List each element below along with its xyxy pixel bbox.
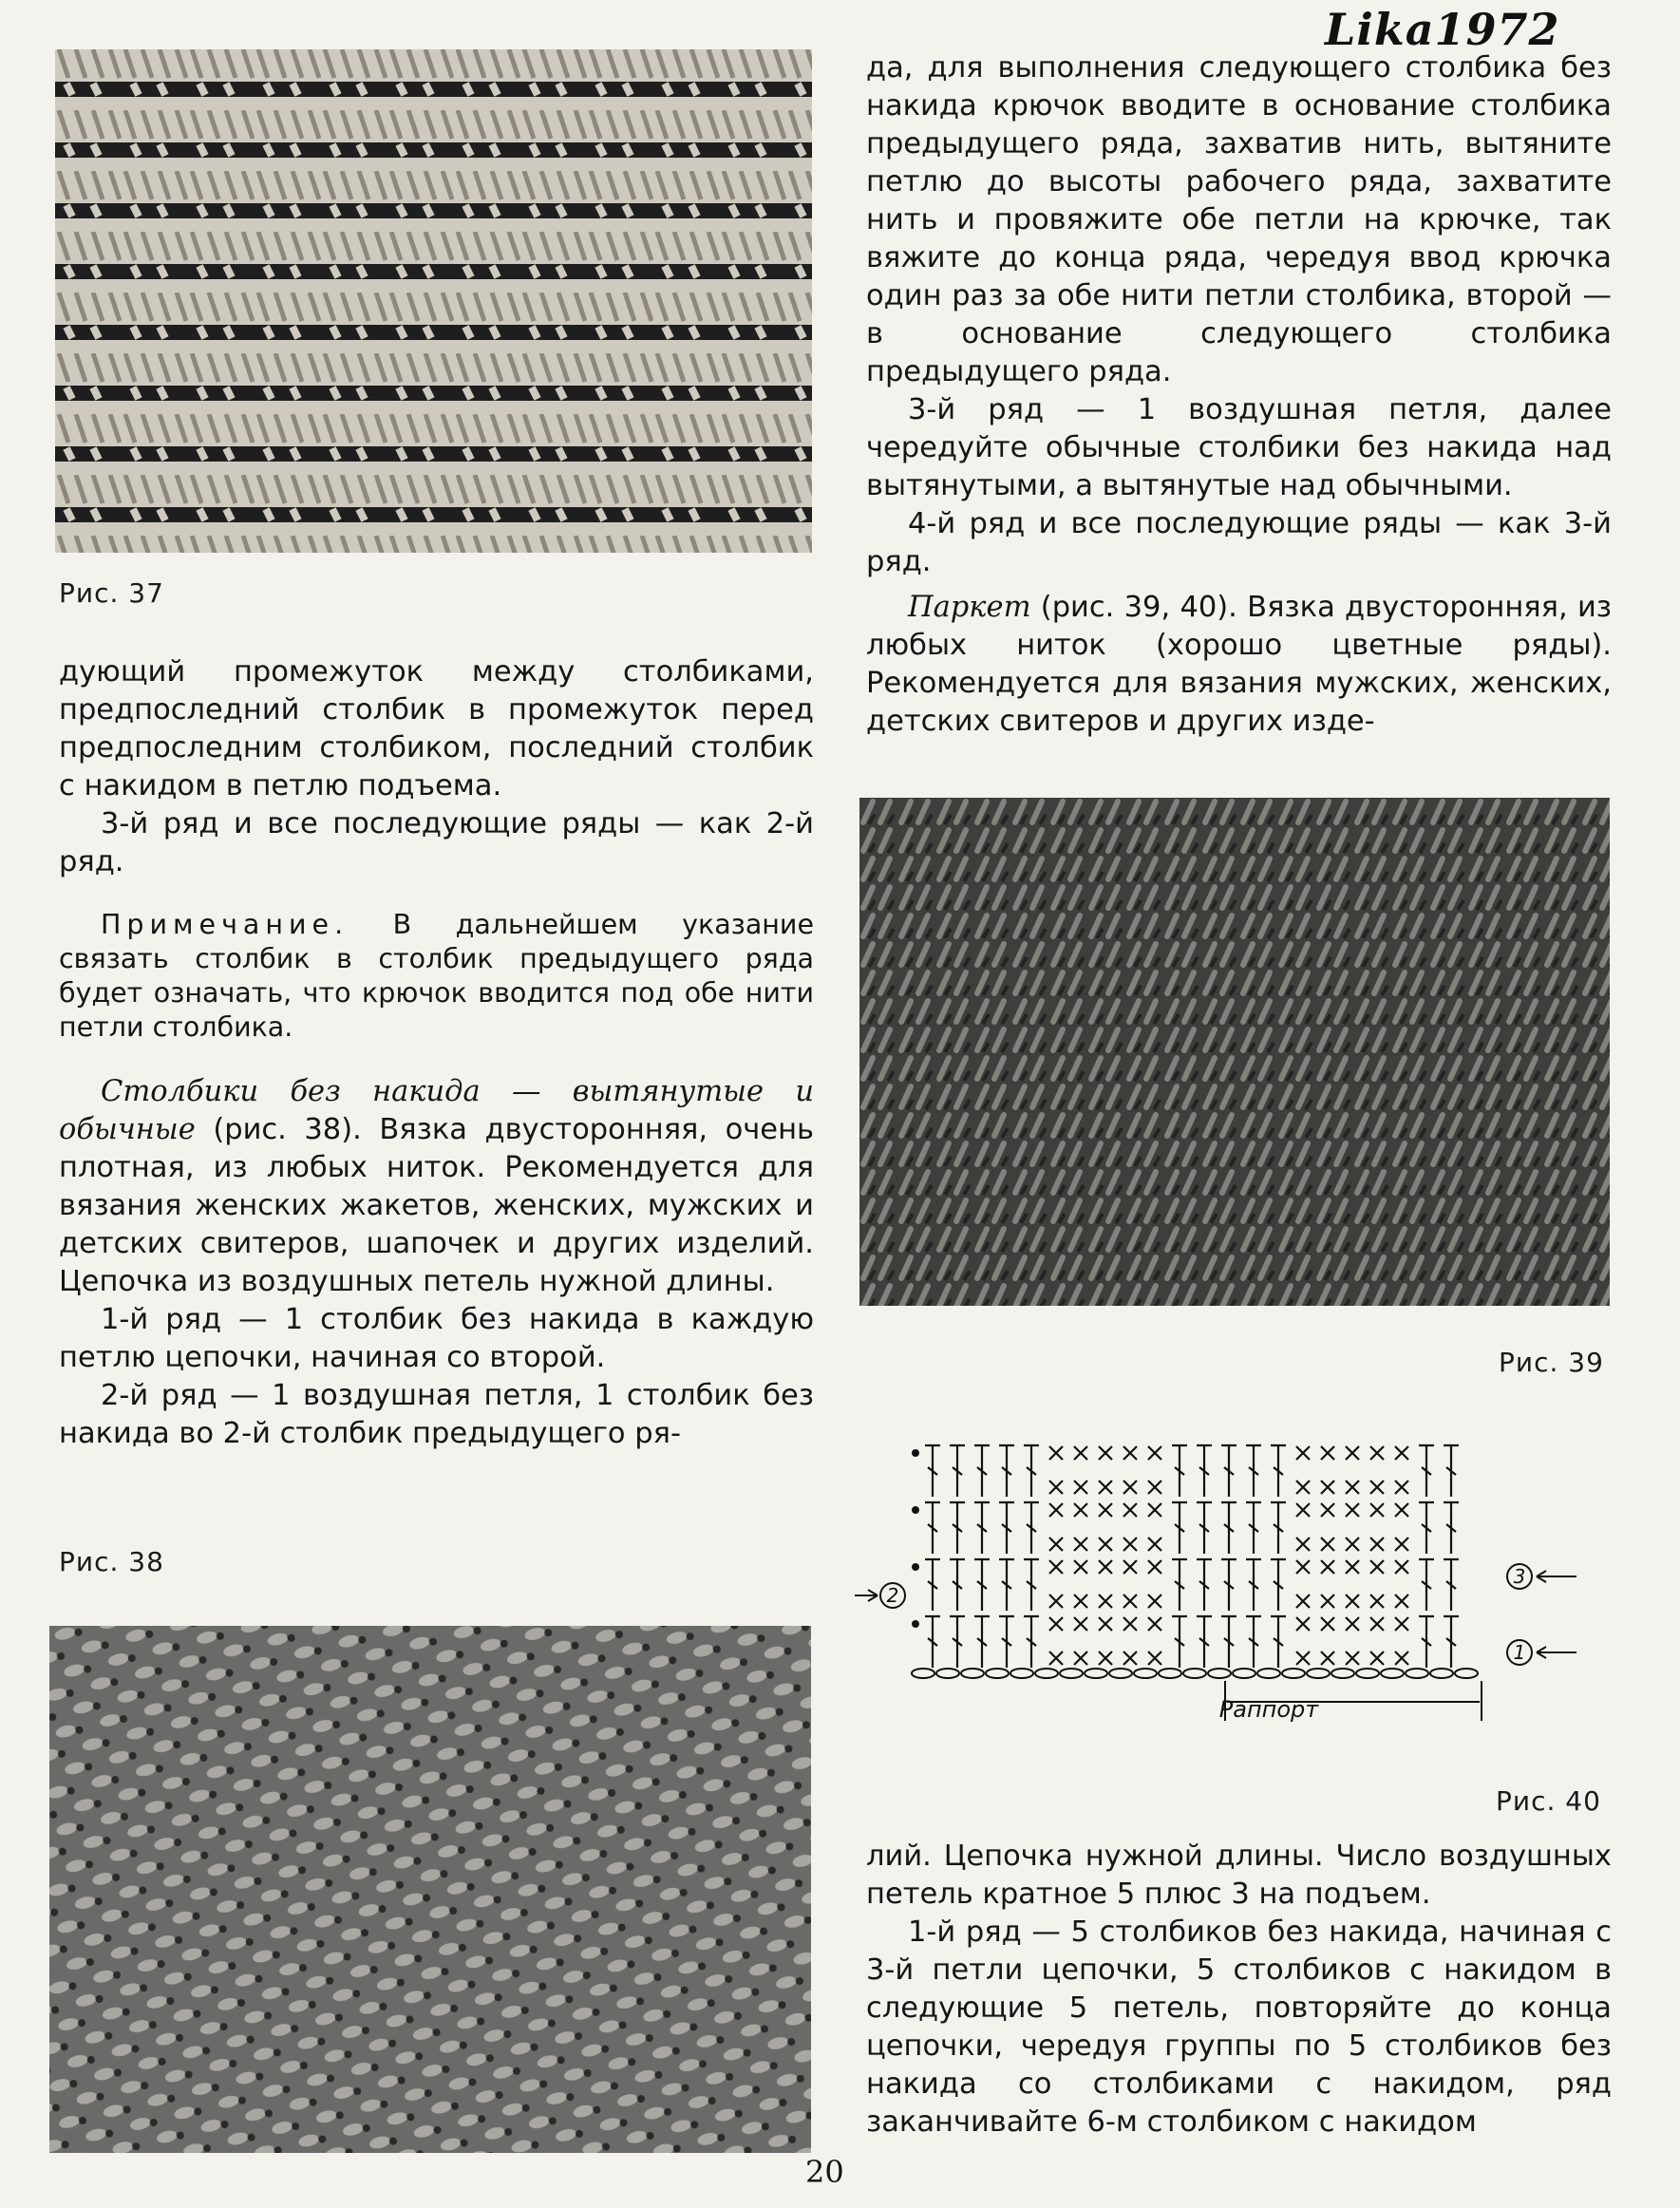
chain-stitch: [912, 1669, 934, 1678]
dc-symbol: [1246, 1616, 1261, 1668]
page-number: 20: [805, 2154, 844, 2190]
sc-symbol: [1395, 1560, 1408, 1574]
dc-symbol: [1444, 1616, 1459, 1668]
dc-symbol: [1197, 1559, 1212, 1611]
turning-dot: [912, 1620, 919, 1628]
dc-symbol: [1024, 1559, 1039, 1611]
sc-symbol: [1321, 1651, 1334, 1665]
sc-symbol: [1099, 1503, 1112, 1517]
row-marker-number: 1: [1513, 1641, 1526, 1664]
sc-symbol: [1346, 1538, 1359, 1551]
sc-symbol: [1395, 1538, 1408, 1551]
sc-symbol: [1074, 1481, 1087, 1494]
dc-symbol: [1024, 1445, 1039, 1497]
dc-symbol: [1271, 1559, 1286, 1611]
left-paragraph-2: 3-й ряд и все последующие ряды — как 2-й ряд.: [59, 807, 814, 878]
row-arrow: [1537, 1571, 1576, 1582]
dc-symbol: [950, 1616, 965, 1668]
dc-symbol: [999, 1502, 1014, 1554]
chain-stitch: [1159, 1669, 1181, 1678]
sc-symbol: [1049, 1503, 1063, 1517]
sc-symbol: [1099, 1617, 1112, 1631]
figure-38-photo: [49, 1626, 811, 2153]
sc-symbol: [1346, 1503, 1359, 1517]
dc-symbol: [1221, 1559, 1236, 1611]
sc-symbol: [1049, 1446, 1063, 1460]
chain-stitch: [1430, 1669, 1453, 1678]
chain-stitch: [1455, 1669, 1478, 1678]
dc-symbol: [1444, 1559, 1459, 1611]
chain-stitch: [1183, 1669, 1206, 1678]
chain-stitch: [961, 1669, 984, 1678]
sc-symbol: [1296, 1538, 1310, 1551]
parquet-title: Паркет: [908, 591, 1031, 624]
dc-symbol: [999, 1445, 1014, 1497]
dc-symbol: [1444, 1445, 1459, 1497]
sc-symbol: [1148, 1503, 1161, 1517]
sc-symbol: [1099, 1446, 1112, 1460]
row-marker-number: 2: [886, 1584, 899, 1607]
sc-symbol: [1148, 1481, 1161, 1494]
left-paragraph-4: 1-й ряд — 1 столбик без накида в каждую петлю цепочки, начиная со второй.: [59, 1303, 814, 1374]
dc-symbol: [1419, 1616, 1434, 1668]
dc-symbol: [1172, 1616, 1187, 1668]
stitch-description: (рис. 38). Вязка двусторонняя, очень плотная, из любых ниток. Рекомендуется для вязания женских жакетов, женских, мужских и детских свитеров, шапочек и других изделий. Цепочка из воздушных петель нужной длины.: [59, 1113, 814, 1298]
sc-symbol: [1123, 1651, 1137, 1665]
dc-symbol: [1444, 1502, 1459, 1554]
sc-symbol: [1123, 1503, 1137, 1517]
sc-symbol: [1395, 1651, 1408, 1665]
dc-symbol: [1221, 1502, 1236, 1554]
sc-symbol: [1321, 1446, 1334, 1460]
right-paragraph-6: 1-й ряд — 5 столбиков без накида, начиная с 3-й петли цепочки, 5 столбиков с накидом в следующие 5 петель, повторяйте до конца цепочки, чередуя группы по 5 столбиков без накида со столбиками с накидом, ряд заканчивайте 6-м столбиком с накидом: [866, 1915, 1612, 2139]
dc-symbol: [950, 1559, 965, 1611]
figure-39-photo: [859, 798, 1610, 1306]
dc-symbol: [1246, 1502, 1261, 1554]
dc-symbol: [1172, 1559, 1187, 1611]
sc-symbol: [1370, 1595, 1384, 1608]
sc-symbol: [1099, 1481, 1112, 1494]
row-arrow: [855, 1590, 878, 1601]
sc-symbol: [1346, 1446, 1359, 1460]
left-column-text-top: [59, 653, 814, 1453]
watermark: Lika1972: [1325, 4, 1560, 55]
sc-symbol: [1074, 1560, 1087, 1574]
sc-symbol: [1123, 1560, 1137, 1574]
chain-stitch: [1085, 1669, 1107, 1678]
sc-symbol: [1049, 1617, 1063, 1631]
right-column-text-top: [866, 49, 1612, 741]
sc-symbol: [1099, 1538, 1112, 1551]
chain-stitch: [1233, 1669, 1255, 1678]
chain-stitch: [1060, 1669, 1083, 1678]
sc-symbol: [1346, 1560, 1359, 1574]
sc-symbol: [1049, 1560, 1063, 1574]
sc-symbol: [1049, 1481, 1063, 1494]
row-marker-number: 3: [1513, 1565, 1526, 1588]
dc-symbol: [1271, 1616, 1286, 1668]
dc-symbol: [1024, 1616, 1039, 1668]
sc-symbol: [1148, 1560, 1161, 1574]
chain-stitch: [1109, 1669, 1132, 1678]
chain-stitch: [1381, 1669, 1404, 1678]
sc-symbol: [1049, 1595, 1063, 1608]
sc-symbol: [1296, 1481, 1310, 1494]
chain-stitch: [1257, 1669, 1280, 1678]
figure-37-photo: [55, 49, 812, 553]
dc-symbol: [974, 1559, 990, 1611]
sc-symbol: [1049, 1538, 1063, 1551]
right-column-text-bottom: [866, 1838, 1612, 2142]
dc-symbol: [950, 1502, 965, 1554]
sc-symbol: [1370, 1538, 1384, 1551]
dc-symbol: [974, 1616, 990, 1668]
chain-stitch: [986, 1669, 1009, 1678]
sc-symbol: [1370, 1503, 1384, 1517]
sc-symbol: [1049, 1651, 1063, 1665]
sc-symbol: [1395, 1503, 1408, 1517]
dc-symbol: [925, 1445, 940, 1497]
sc-symbol: [1370, 1651, 1384, 1665]
figure-37-caption: Рис. 37: [59, 577, 164, 609]
sc-symbol: [1123, 1617, 1137, 1631]
sc-symbol: [1370, 1617, 1384, 1631]
chain-stitch: [1331, 1669, 1354, 1678]
rapport-label: Раппорт: [1218, 1696, 1319, 1723]
figure-38-caption: Рис. 38: [59, 1546, 164, 1577]
chain-stitch: [1208, 1669, 1231, 1678]
dc-symbol: [1197, 1445, 1212, 1497]
dc-symbol: [1419, 1445, 1434, 1497]
sc-symbol: [1099, 1560, 1112, 1574]
sc-symbol: [1074, 1446, 1087, 1460]
dc-symbol: [1197, 1616, 1212, 1668]
right-paragraph-3: 4-й ряд и все последующие ряды — как 3-й ряд.: [866, 507, 1612, 578]
sc-symbol: [1346, 1617, 1359, 1631]
dc-symbol: [1172, 1445, 1187, 1497]
dc-symbol: [1197, 1502, 1212, 1554]
sc-symbol: [1296, 1446, 1310, 1460]
sc-symbol: [1123, 1481, 1137, 1494]
sc-symbol: [1296, 1560, 1310, 1574]
sc-symbol: [1346, 1481, 1359, 1494]
sc-symbol: [1296, 1617, 1310, 1631]
dc-symbol: [1246, 1559, 1261, 1611]
row-arrow: [1537, 1647, 1576, 1658]
chain-stitch: [1307, 1669, 1330, 1678]
right-paragraph-4: [866, 589, 1612, 741]
sc-symbol: [1321, 1481, 1334, 1494]
sc-symbol: [1370, 1446, 1384, 1460]
sc-symbol: [1395, 1617, 1408, 1631]
left-paragraph-1: дующий промежуток между столбиками, предпоследний столбик в промежуток перед предпоследним столбиком, последний столбик с накидом в петлю подъема.: [59, 655, 814, 802]
sc-symbol: [1148, 1538, 1161, 1551]
figure-39-caption: Рис. 39: [1499, 1347, 1604, 1378]
dc-symbol: [1271, 1502, 1286, 1554]
chain-stitch: [1010, 1669, 1033, 1678]
sc-symbol: [1123, 1446, 1137, 1460]
dc-symbol: [1172, 1502, 1187, 1554]
sc-symbol: [1346, 1651, 1359, 1665]
sc-symbol: [1395, 1446, 1408, 1460]
dc-symbol: [974, 1502, 990, 1554]
sc-symbol: [1123, 1538, 1137, 1551]
chain-stitch: [936, 1669, 959, 1678]
dc-symbol: [1246, 1445, 1261, 1497]
note-text: В дальнейшем указание связать столбик в столбик предыдущего ряда будет означать, что крючок вводится под обе нити петли столбика.: [59, 909, 814, 1043]
dc-symbol: [925, 1616, 940, 1668]
chain-stitch: [1356, 1669, 1379, 1678]
dc-symbol: [1221, 1445, 1236, 1497]
sc-symbol: [1148, 1617, 1161, 1631]
dc-symbol: [925, 1502, 940, 1554]
chain-stitch: [1035, 1669, 1058, 1678]
sc-symbol: [1395, 1481, 1408, 1494]
figure-40-crochet-diagram: [855, 1425, 1614, 1747]
left-paragraph-3: [59, 1073, 814, 1301]
sc-symbol: [1346, 1595, 1359, 1608]
note-label: Примечание.: [101, 909, 349, 940]
sc-symbol: [1148, 1595, 1161, 1608]
chain-stitch: [1406, 1669, 1428, 1678]
parquet-description: (рис. 39, 40). Вязка двусторонняя, из любых ниток (хорошо цветные ряды). Рекомендуется для вязания мужских, женских, детских свитеров и других изде-: [866, 591, 1612, 738]
sc-symbol: [1148, 1446, 1161, 1460]
right-paragraph-2: 3-й ряд — 1 воздушная петля, далее чередуйте обычные столбики без накида над вытянутыми, а вытянутые над обычными.: [866, 393, 1612, 502]
dc-symbol: [1419, 1502, 1434, 1554]
turning-dot: [912, 1506, 919, 1514]
chain-stitch: [1282, 1669, 1305, 1678]
sc-symbol: [1099, 1595, 1112, 1608]
sc-symbol: [1321, 1617, 1334, 1631]
dc-symbol: [1024, 1502, 1039, 1554]
dc-symbol: [1419, 1559, 1434, 1611]
sc-symbol: [1370, 1481, 1384, 1494]
left-paragraph-5: 2-й ряд — 1 воздушная петля, 1 столбик без накида во 2-й столбик предыдущего ря-: [59, 1379, 814, 1450]
turning-dot: [912, 1563, 919, 1571]
dc-symbol: [999, 1559, 1014, 1611]
right-paragraph-5: лий. Цепочка нужной длины. Число воздушных петель кратное 5 плюс 3 на подъем.: [866, 1840, 1612, 1911]
dc-symbol: [1221, 1616, 1236, 1668]
sc-symbol: [1074, 1538, 1087, 1551]
sc-symbol: [1123, 1595, 1137, 1608]
stitch-grid: [855, 1445, 1576, 1721]
sc-symbol: [1074, 1503, 1087, 1517]
dc-symbol: [974, 1445, 990, 1497]
sc-symbol: [1395, 1595, 1408, 1608]
dc-symbol: [1271, 1445, 1286, 1497]
right-paragraph-1: да, для выполнения следующего столбика без накида крючок вводите в основание столбика предыдущего ряда, захватив нить, вытяните петлю до высоты рабочего ряда, захватите нить и провяжите обе петли на крючке, так вяжите до конца ряда, чередуя ввод крючка один раз за обе нити петли столбика, второй — в основание следующего столбика предыдущего ряда.: [866, 51, 1612, 388]
sc-symbol: [1321, 1503, 1334, 1517]
sc-symbol: [1296, 1503, 1310, 1517]
sc-symbol: [1148, 1651, 1161, 1665]
sc-symbol: [1074, 1595, 1087, 1608]
dc-symbol: [950, 1445, 965, 1497]
figure-40-caption: Рис. 40: [1496, 1785, 1601, 1817]
sc-symbol: [1296, 1651, 1310, 1665]
dc-symbol: [999, 1616, 1014, 1668]
chain-stitch: [1134, 1669, 1157, 1678]
dc-symbol: [925, 1559, 940, 1611]
turning-dot: [912, 1449, 919, 1457]
sc-symbol: [1296, 1595, 1310, 1608]
sc-symbol: [1099, 1651, 1112, 1665]
sc-symbol: [1074, 1617, 1087, 1631]
stitch-title: Столбики без накида — вытянутые и обычные: [59, 1075, 814, 1146]
sc-symbol: [1321, 1595, 1334, 1608]
note-paragraph: [59, 908, 814, 1045]
sc-symbol: [1370, 1560, 1384, 1574]
sc-symbol: [1074, 1651, 1087, 1665]
sc-symbol: [1321, 1560, 1334, 1574]
sc-symbol: [1321, 1538, 1334, 1551]
